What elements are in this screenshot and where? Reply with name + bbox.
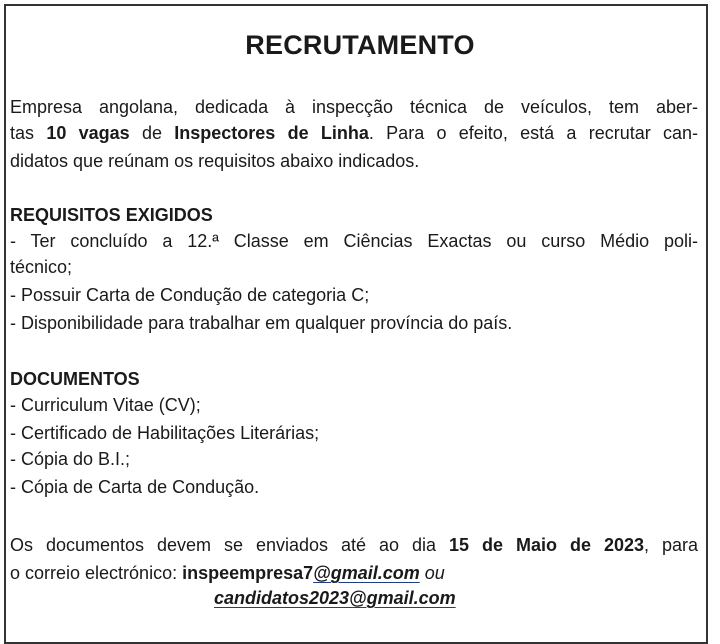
intro-text: . Para o efeito, está a recrutar can- [368, 123, 699, 143]
job-role: Inspectores de Linha [174, 123, 369, 143]
closing-line-2 [10, 562, 445, 584]
requirement-item: - Disponibilidade para trabalhar em qualquer província do país. [10, 313, 513, 333]
document-item: - Certificado de Habilitações Literárias; [10, 423, 320, 443]
intro-line-2 [10, 122, 698, 144]
document-item: - Cópia do B.I.; [10, 449, 131, 469]
intro-line-3: didatos que reúnam os requisitos abaixo indicados. [10, 151, 420, 171]
closing-line-1 [10, 534, 698, 556]
or-word: ou [419, 563, 445, 583]
requirement-item: - Possuir Carta de Condução de categoria C; [10, 285, 370, 305]
closing-text: Os documentos devem se enviados até ao dia [10, 535, 450, 555]
requirement-item-continued: técnico; [10, 257, 73, 277]
document-item: - Curriculum Vitae (CV); [10, 395, 201, 415]
intro-text: tas [10, 123, 47, 143]
closing-text: , para [644, 535, 699, 555]
page-title: RECRUTAMENTO [245, 30, 475, 60]
email-link-primary-user[interactable]: inspeempresa7 [182, 563, 314, 583]
intro-line-1: Empresa angolana, dedicada à inspecção técnica de veículos, tem aber- [10, 97, 698, 117]
document-item: - Cópia de Carta de Condução. [10, 477, 260, 497]
documents-heading: DOCUMENTOS [10, 369, 140, 389]
intro-text: de [129, 123, 175, 143]
vacancy-count: 10 vagas [46, 123, 130, 143]
email-link-secondary[interactable]: candidatos2023@gmail.com [214, 588, 456, 608]
closing-text: o correio electrónico: [10, 563, 183, 583]
requirements-heading: REQUISITOS EXIGIDOS [10, 205, 213, 225]
email-link-primary-domain[interactable]: @gmail.com [313, 563, 420, 583]
deadline-date: 15 de Maio de 2023 [449, 535, 644, 555]
requirement-item: - Ter concluído a 12.ª Classe em Ciências Exactas ou curso Médio poli- [10, 231, 698, 251]
